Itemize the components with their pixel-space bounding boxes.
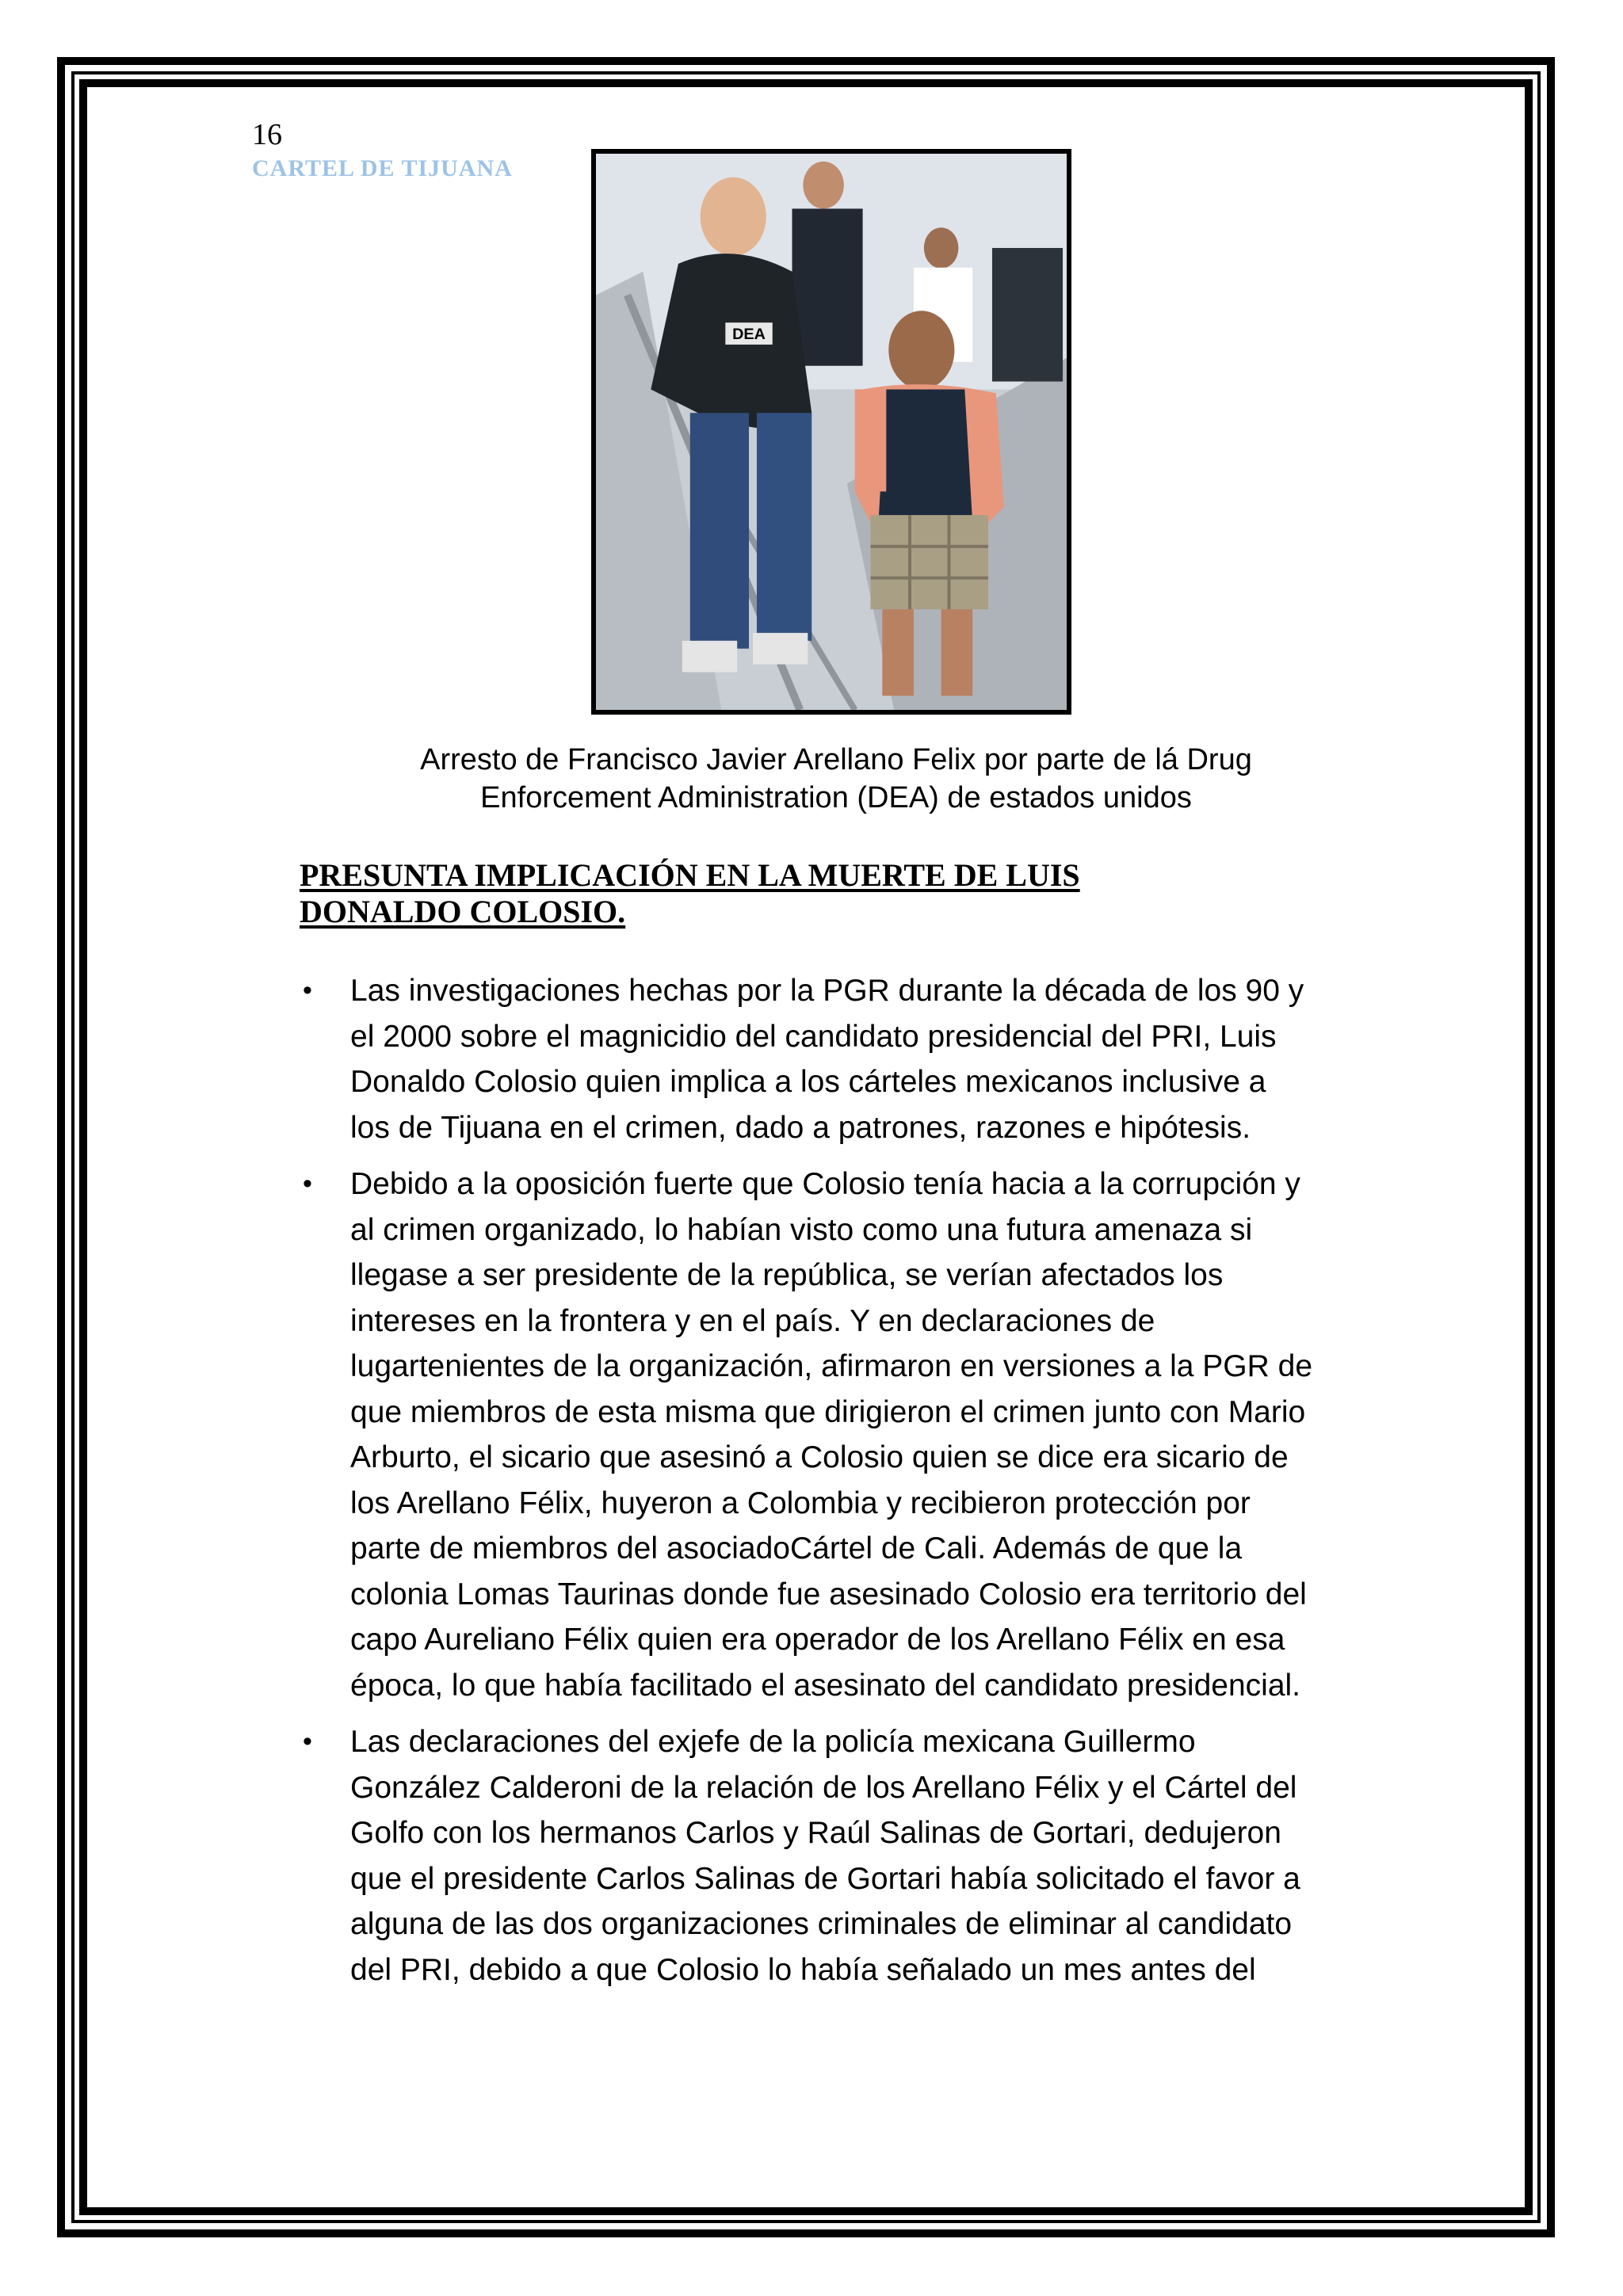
figure-caption (254, 741, 1419, 817)
bullet-line: que miembros de esta misma que dirigieron el crimen junto con Mario (350, 1394, 1306, 1429)
bullet-dot-icon: • (303, 1726, 312, 1756)
bullet-line: intereses en la frontera y en el país. Y en declaraciones de (350, 1303, 1155, 1338)
bullet-line: Las declaraciones del exjefe de la policía mexicana Guillermo (350, 1725, 1196, 1759)
arrest-photo (591, 149, 1071, 715)
bullet-line: llegase a ser presidente de la república, se verían afectados los (350, 1258, 1224, 1292)
bullet-dot-icon: • (303, 1169, 312, 1199)
dea-badge-text: DEA (732, 325, 766, 344)
bullet-line: Golfo con los hermanos Carlos y Raúl Salinas de Gortari, dedujeron (350, 1816, 1281, 1850)
bullet-line: al crimen organizado, lo habían visto como una futura amenaza si (350, 1212, 1253, 1247)
running-header: CARTEL DE TIJUANA (252, 155, 513, 181)
bullet-line: lugartenientes de la organización, afirmaron en versiones a la PGR de (350, 1349, 1313, 1383)
bullet-line: el 2000 sobre el magnicidio del candidato presidencial del PRI, Luis (350, 1019, 1277, 1054)
heading-line: PRESUNTA IMPLICACIÓN EN LA MUERTE DE LUIS (300, 857, 1080, 893)
bullet-line: del PRI, debido a que Colosio lo había señalado un mes antes del (350, 1952, 1256, 1987)
bullet-line: colonia Lomas Taurinas donde fue asesinado Colosio era territorio del (350, 1577, 1307, 1611)
arrest-photo-illustration (596, 154, 1067, 710)
bullet-line: Debido a la oposición fuerte que Colosio tenía hacia a la corrupción y (350, 1167, 1300, 1201)
caption-line: Enforcement Administration (DEA) de estados unidos (480, 781, 1192, 814)
bullet-item (300, 1161, 1377, 1708)
bullet-list (300, 968, 1377, 2004)
page-number: 16 (252, 118, 282, 151)
bullet-line: parte de miembros del asociadoCártel de Cali. Además de que la (350, 1531, 1243, 1566)
bullet-line: los de Tijuana en el crimen, dado a patrones, razones e hipótesis. (350, 1110, 1251, 1145)
heading-line: DONALDO COLOSIO. (300, 894, 626, 929)
caption-line: Arresto de Francisco Javier Arellano Felix por parte de lá Drug (420, 743, 1252, 776)
bullet-item (300, 1719, 1377, 1993)
bullet-line: Arburto, el sicario que asesinó a Colosio quien se dice era sicario de (350, 1440, 1289, 1474)
section-heading (300, 857, 1251, 930)
bullet-line: Las investigaciones hechas por la PGR durante la década de los 90 y (350, 974, 1304, 1008)
bullet-item (300, 968, 1377, 1150)
bullet-line: alguna de las dos organizaciones criminales de eliminar al candidato (350, 1907, 1293, 1941)
bullet-dot-icon: • (303, 975, 312, 1005)
bullet-line: Donaldo Colosio quien implica a los cárteles mexicanos inclusive a (350, 1065, 1266, 1099)
bullet-line: época, lo que había facilitado el asesinato del candidato presidencial. (350, 1668, 1301, 1703)
bullet-line: que el presidente Carlos Salinas de Gortari había solicitado el favor a (350, 1861, 1300, 1896)
bullet-line: capo Aureliano Félix quien era operador de los Arellano Félix en esa (350, 1623, 1285, 1657)
bullet-line: los Arellano Félix, huyeron a Colombia y recibieron protección por (350, 1486, 1251, 1520)
bullet-line: González Calderoni de la relación de los Arellano Félix y el Cártel del (350, 1770, 1297, 1805)
